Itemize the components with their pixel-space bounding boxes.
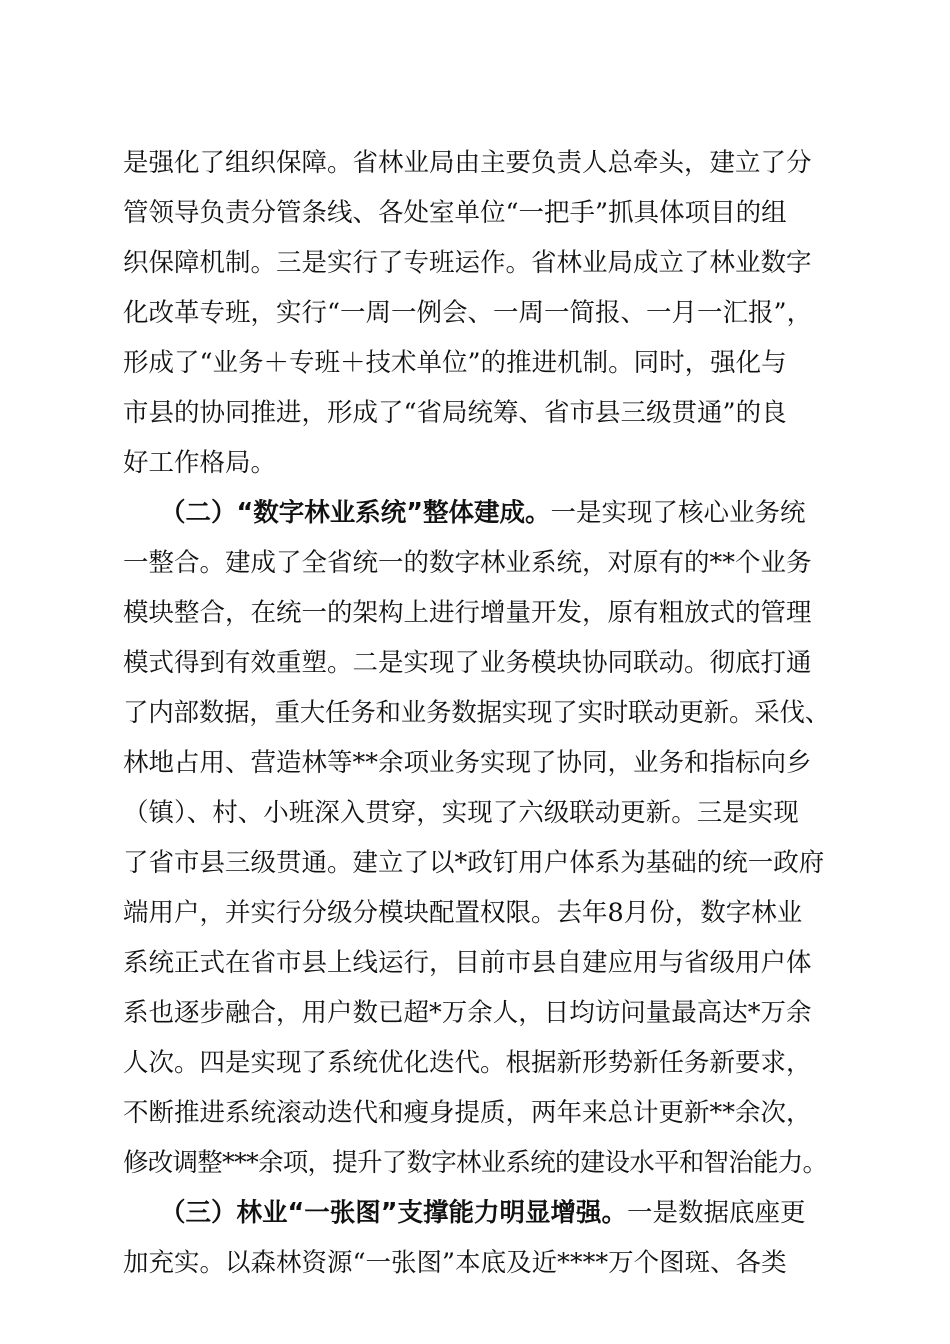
text-line: 模块整合，在统一的架构上进行增量开发，原有粗放式的管理 — [123, 598, 812, 628]
text-line: 模式得到有效重塑。二是实现了业务模块协同联动。彻底打通 — [123, 648, 812, 678]
text-line: 加充实。以森林资源“一张图”本底及近****万个图斑、各类 — [123, 1248, 787, 1278]
text-line: 市县的协同推进，形成了“省局统筹、省市县三级贯通”的良 — [123, 398, 787, 428]
text-line: 化改革专班，实行“一周一例会、一周一简报、一月一汇报”， — [123, 298, 813, 328]
text-line: 形成了“业务＋专班＋技术单位”的推进机制。同时，强化与 — [123, 348, 787, 378]
text-line: 修改调整***余项，提升了数字林业系统的建设水平和智治能力。 — [123, 1148, 828, 1178]
text-line: 好工作格局。 — [123, 448, 277, 478]
text-line: 端用户，并实行分级分模块配置权限。去年8月份，数字林业 — [123, 898, 803, 928]
text-line: 一整合。建成了全省统一的数字林业系统，对原有的**个业务 — [123, 548, 812, 578]
text-line: 人次。四是实现了系统优化迭代。根据新形势新任务新要求， — [123, 1048, 812, 1078]
text-line: （镇）、村、小班深入贯穿，实现了六级联动更新。三是实现 — [123, 798, 799, 828]
text-line: 了内部数据，重大任务和业务数据实现了实时联动更新。采伐、 — [123, 698, 831, 728]
section-3-first-line — [160, 1195, 833, 1231]
section-2-first-line — [160, 495, 833, 531]
text-line: 系也逐步融合，用户数已超*万余人，日均访问量最高达*万余 — [123, 998, 812, 1028]
section-3-heading: （三）林业“一张图”支撑能力明显增强。 — [160, 1198, 628, 1228]
section-2-text: 一是实现了核心业务统 — [550, 498, 806, 528]
text-line: 不断推进系统滚动迭代和瘦身提质，两年来总计更新**余次， — [123, 1098, 812, 1128]
text-line: 了省市县三级贯通。建立了以*政钉用户体系为基础的统一政府 — [123, 848, 825, 878]
section-2-heading: （二）“数字林业系统”整体建成。 — [160, 498, 551, 528]
section-3-text: 一是数据底座更 — [627, 1198, 806, 1228]
text-line: 管领导负责分管条线、各处室单位“一把手”抓具体项目的组 — [123, 198, 787, 228]
text-line: 林地占用、营造林等**余项业务实现了协同，业务和指标向乡 — [123, 748, 812, 778]
text-line: 系统正式在省市县上线运行，目前市县自建应用与省级用户体 — [123, 948, 812, 978]
text-line: 织保障机制。三是实行了专班运作。省林业局成立了林业数字 — [123, 248, 812, 278]
text-line: 是强化了组织保障。省林业局由主要负责人总牵头，建立了分 — [123, 148, 812, 178]
